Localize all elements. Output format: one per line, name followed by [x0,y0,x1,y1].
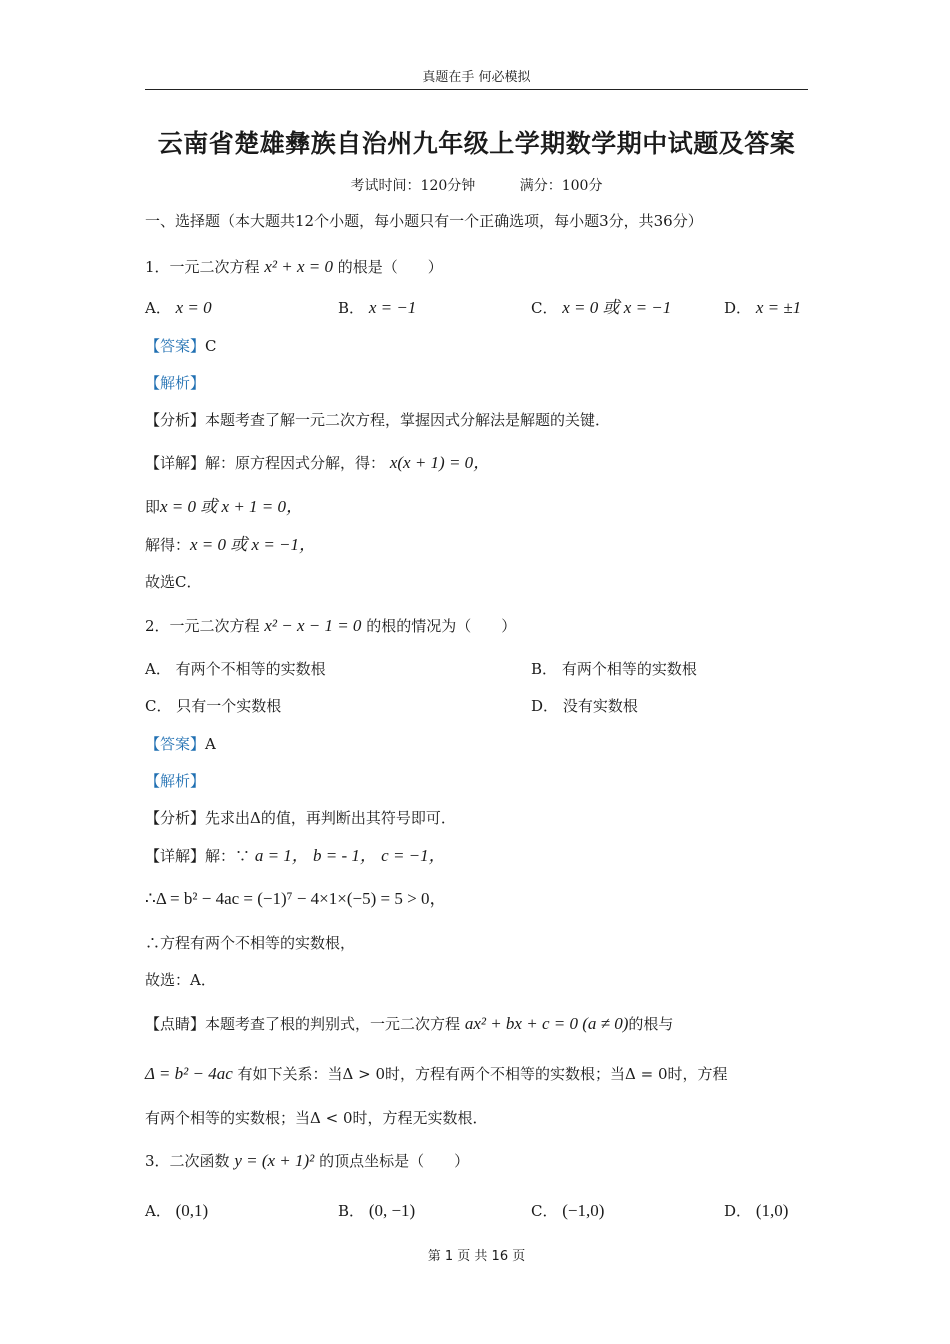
q2-option-d: D． 没有实数根 [531,697,638,715]
q2-analysis-tag: 【解析】 [145,772,206,790]
q1-option-b: B． x = −1 [338,298,417,317]
q2-option-b: B． 有两个相等的实数根 [531,660,697,678]
q1-answer: 【答案】C [145,337,217,355]
q3-option-c: C． (−1,0) [531,1201,605,1220]
q1-analysis-tag: 【解析】 [145,374,206,392]
q1-equation: x² + x = 0 [264,257,333,276]
q2-choice: 故选：A． [145,971,216,989]
q1-detail-line3: 解得：x = 0 或 x = −1， [145,535,317,554]
q2-conclusion: ∴方程有两个不相等的实数根， [145,934,356,952]
q3-option-b: B． (0, −1) [338,1201,416,1220]
q1-option-a: A． x = 0 [145,298,212,317]
q2-point: 【点睛】本题考查了根的判别式，一元二次方程 ax² + bx + c = 0 (a ≠ 0)的根与 [145,1014,674,1033]
q2-answer: 【答案】A [145,735,216,753]
header-divider [145,89,808,90]
q1-detail: 【详解】解：原方程因式分解，得： x(x + 1) = 0， [145,453,491,472]
exam-score: 满分：100分 [519,178,603,194]
q2-option-a: A． 有两个不相等的实数根 [145,660,326,678]
q3-stem: 3．二次函数 y = (x + 1)² 的顶点坐标是（ ） [145,1151,470,1170]
q2-option-c: C． 只有一个实数根 [145,697,282,715]
q2-point-line2: Δ = b² − 4ac 有如下关系：当Δ > 0时，方程有两个不相等的实数根；当Δ = 0时，方程 [145,1064,728,1083]
q2-equation: x² − x − 1 = 0 [264,616,362,635]
q1-fenxi: 【分析】本题考查了解一元二次方程，掌握因式分解法是解题的关键． [145,411,611,429]
page-header: 真题在手 何必模拟 [422,70,531,85]
exam-meta [145,175,808,195]
q2-stem: 2．一元二次方程 x² − x − 1 = 0 的根的情况为（ ） [145,616,517,635]
q1-option-d: D． x = ±1 [724,298,802,317]
q3-equation: y = (x + 1)² [234,1151,315,1170]
q1-detail-line2: 即x = 0 或 x + 1 = 0， [145,497,304,516]
q2-delta: ∴Δ = b² − 4ac = (−1)⁷ − 4×1×(−5) = 5 > 0， [145,889,447,908]
q2-detail: 【详解】解：∵ a = 1， b = - 1， c = −1， [145,846,446,865]
q1-option-c: C． x = 0 或 x = −1 [531,298,672,317]
q1-choice: 故选C． [145,573,202,591]
page-title: 云南省楚雄彝族自治州九年级上学期数学期中试题及答案 [157,129,796,158]
q2-point-line3: 有两个相等的实数根；当Δ < 0时，方程无实数根． [145,1109,488,1127]
page-footer: 第 1 页 共 16 页 [427,1249,526,1264]
q1-stem: 1．一元二次方程 x² + x = 0 的根是（ ） [145,257,443,276]
q3-option-d: D． (1,0) [724,1201,789,1220]
q3-option-a: A． (0,1) [145,1201,209,1220]
q2-fenxi: 【分析】先求出Δ的值，再判断出其符号即可． [145,809,456,827]
exam-time: 考试时间：120分钟 [350,178,476,194]
section-heading: 一、选择题（本大题共12个小题，每小题只有一个正确选项，每小题3分，共36分） [145,212,703,230]
